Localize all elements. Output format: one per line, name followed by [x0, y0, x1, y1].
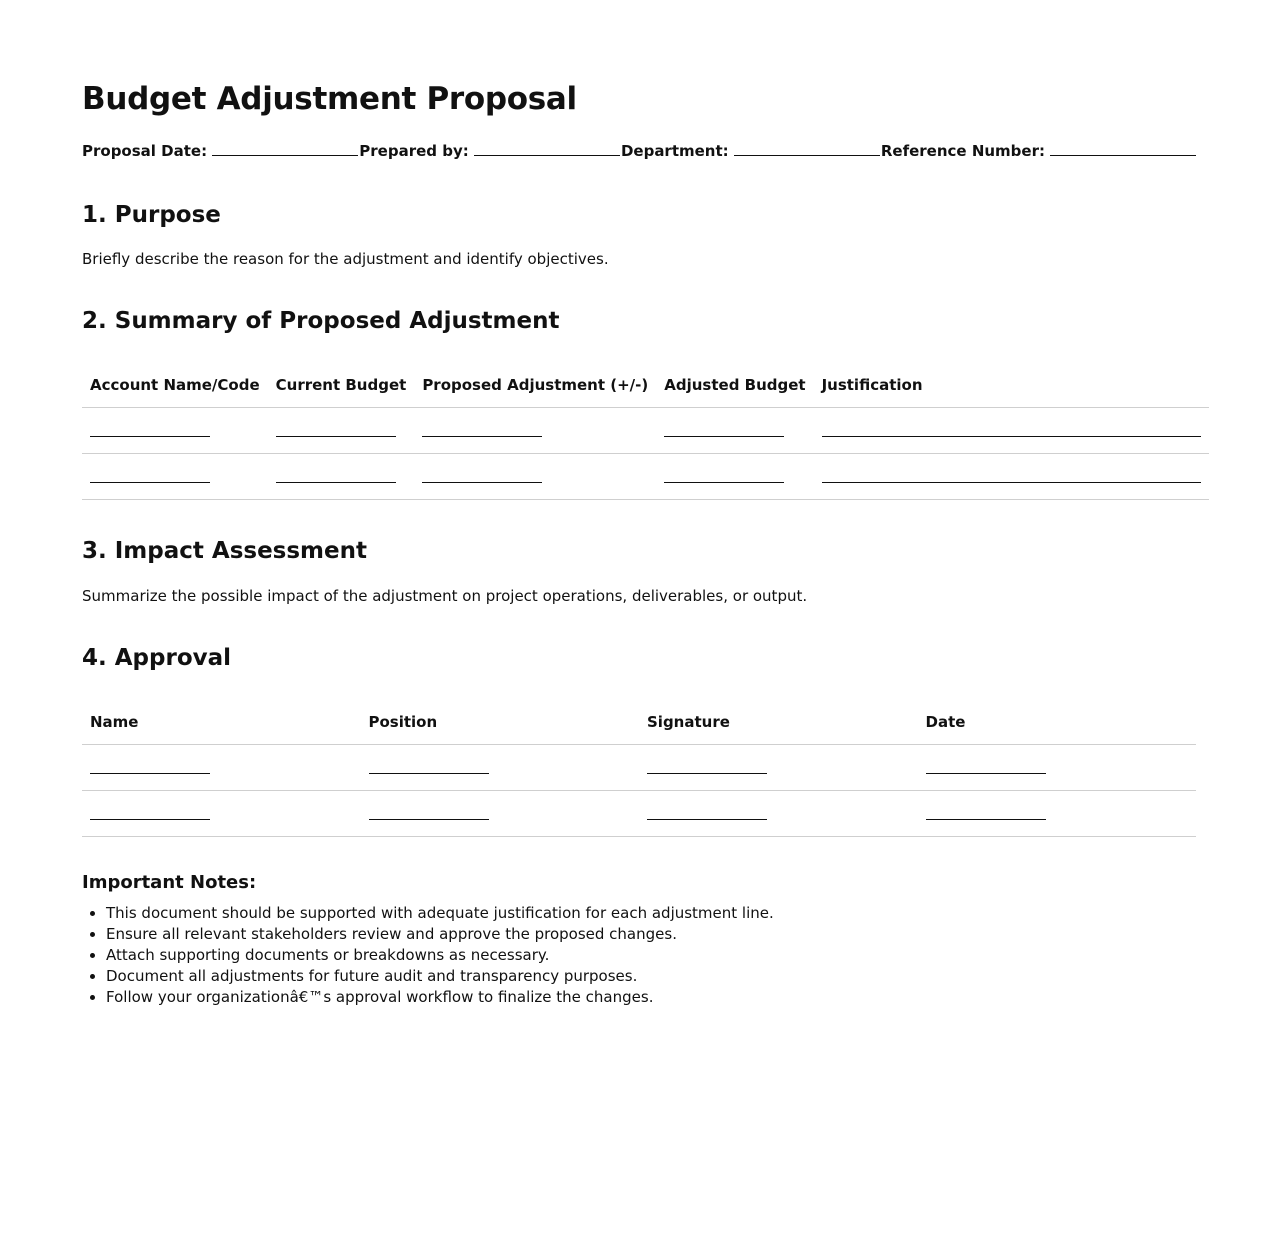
purpose-heading: 1. Purpose [82, 202, 221, 228]
blank-line [647, 819, 767, 820]
table-cell-adjusted-budget[interactable] [656, 408, 813, 454]
department-label: Department: [620, 142, 729, 160]
table-cell-account[interactable] [82, 454, 268, 500]
budget-adjustment-table [82, 363, 1209, 500]
table-row [82, 408, 1209, 454]
table-cell-current-budget[interactable] [268, 408, 415, 454]
table-cell-signature[interactable] [639, 745, 918, 791]
reference-number-blank[interactable] [1050, 141, 1196, 156]
column-header-adjusted-budget: Adjusted Budget [656, 363, 813, 408]
proposal-date-label: Proposal Date: [82, 142, 208, 160]
table-cell-justification[interactable] [814, 408, 1209, 454]
table-cell-name[interactable] [82, 745, 361, 791]
blank-line [90, 482, 210, 483]
blank-line [422, 436, 542, 437]
table-cell-current-budget[interactable] [268, 454, 415, 500]
blank-line [369, 773, 489, 774]
reference-number-field[interactable] [881, 140, 1196, 162]
list-item: • Follow your organizationâ€™s approval workflow to finalize the changes. [106, 987, 1196, 1008]
table-cell-justification[interactable] [814, 454, 1209, 500]
blank-line [822, 482, 1201, 483]
list-item: • This document should be supported with adequate justification for each adjustment line. [106, 903, 1196, 924]
proposal-date-field[interactable] [82, 140, 358, 162]
meta-fields [82, 140, 1196, 162]
impact-text: Summarize the possible impact of the adjustment on project operations, deliverables, or output. [82, 587, 808, 605]
blank-line [926, 819, 1046, 820]
prepared-by-field[interactable] [359, 140, 619, 162]
column-header-date: Date [918, 700, 1197, 745]
table-cell-adjusted-budget[interactable] [656, 454, 813, 500]
table-row [82, 454, 1209, 500]
blank-line [369, 819, 489, 820]
table-header-row [82, 700, 1196, 745]
column-header-signature: Signature [639, 700, 918, 745]
column-header-current-budget: Current Budget [268, 363, 415, 408]
prepared-by-blank[interactable] [474, 141, 620, 156]
blank-line [276, 436, 396, 437]
table-row [82, 791, 1196, 837]
document-title: Budget Adjustment Proposal [82, 81, 577, 117]
summary-heading: 2. Summary of Proposed Adjustment [82, 308, 560, 334]
table-cell-signature[interactable] [639, 791, 918, 837]
column-header-justification: Justification [814, 363, 1209, 408]
blank-line [422, 482, 542, 483]
list-item: • Attach supporting documents or breakdowns as necessary. [106, 945, 1196, 966]
blank-line [926, 773, 1046, 774]
table-cell-date[interactable] [918, 745, 1197, 791]
notes-heading: Important Notes: [82, 872, 257, 893]
blank-line [664, 436, 784, 437]
blank-line [90, 773, 210, 774]
approval-heading: 4. Approval [82, 645, 232, 671]
table-row [82, 745, 1196, 791]
notes-list [82, 903, 1196, 1008]
blank-line [822, 436, 1201, 437]
blank-line [276, 482, 396, 483]
blank-line [90, 436, 210, 437]
table-cell-proposed-adjustment[interactable] [414, 454, 656, 500]
column-header-proposed-adjustment: Proposed Adjustment (+/-) [414, 363, 656, 408]
blank-line [664, 482, 784, 483]
prepared-by-label: Prepared by: [359, 142, 469, 160]
proposal-date-blank[interactable] [212, 141, 358, 156]
table-cell-proposed-adjustment[interactable] [414, 408, 656, 454]
table-cell-date[interactable] [918, 791, 1197, 837]
reference-number-label: Reference Number: [880, 142, 1045, 160]
list-item: • Ensure all relevant stakeholders review and approve the proposed changes. [106, 924, 1196, 945]
impact-heading: 3. Impact Assessment [82, 538, 367, 564]
blank-line [647, 773, 767, 774]
table-cell-account[interactable] [82, 408, 268, 454]
table-cell-position[interactable] [361, 791, 640, 837]
department-blank[interactable] [734, 141, 880, 156]
column-header-account: Account Name/Code [82, 363, 268, 408]
department-field[interactable] [621, 140, 880, 162]
approval-table [82, 700, 1196, 837]
table-cell-position[interactable] [361, 745, 640, 791]
table-cell-name[interactable] [82, 791, 361, 837]
table-header-row [82, 363, 1209, 408]
blank-line [90, 819, 210, 820]
column-header-name: Name [82, 700, 361, 745]
column-header-position: Position [361, 700, 640, 745]
purpose-text: Briefly describe the reason for the adjustment and identify objectives. [82, 250, 609, 268]
list-item: • Document all adjustments for future audit and transparency purposes. [106, 966, 1196, 987]
